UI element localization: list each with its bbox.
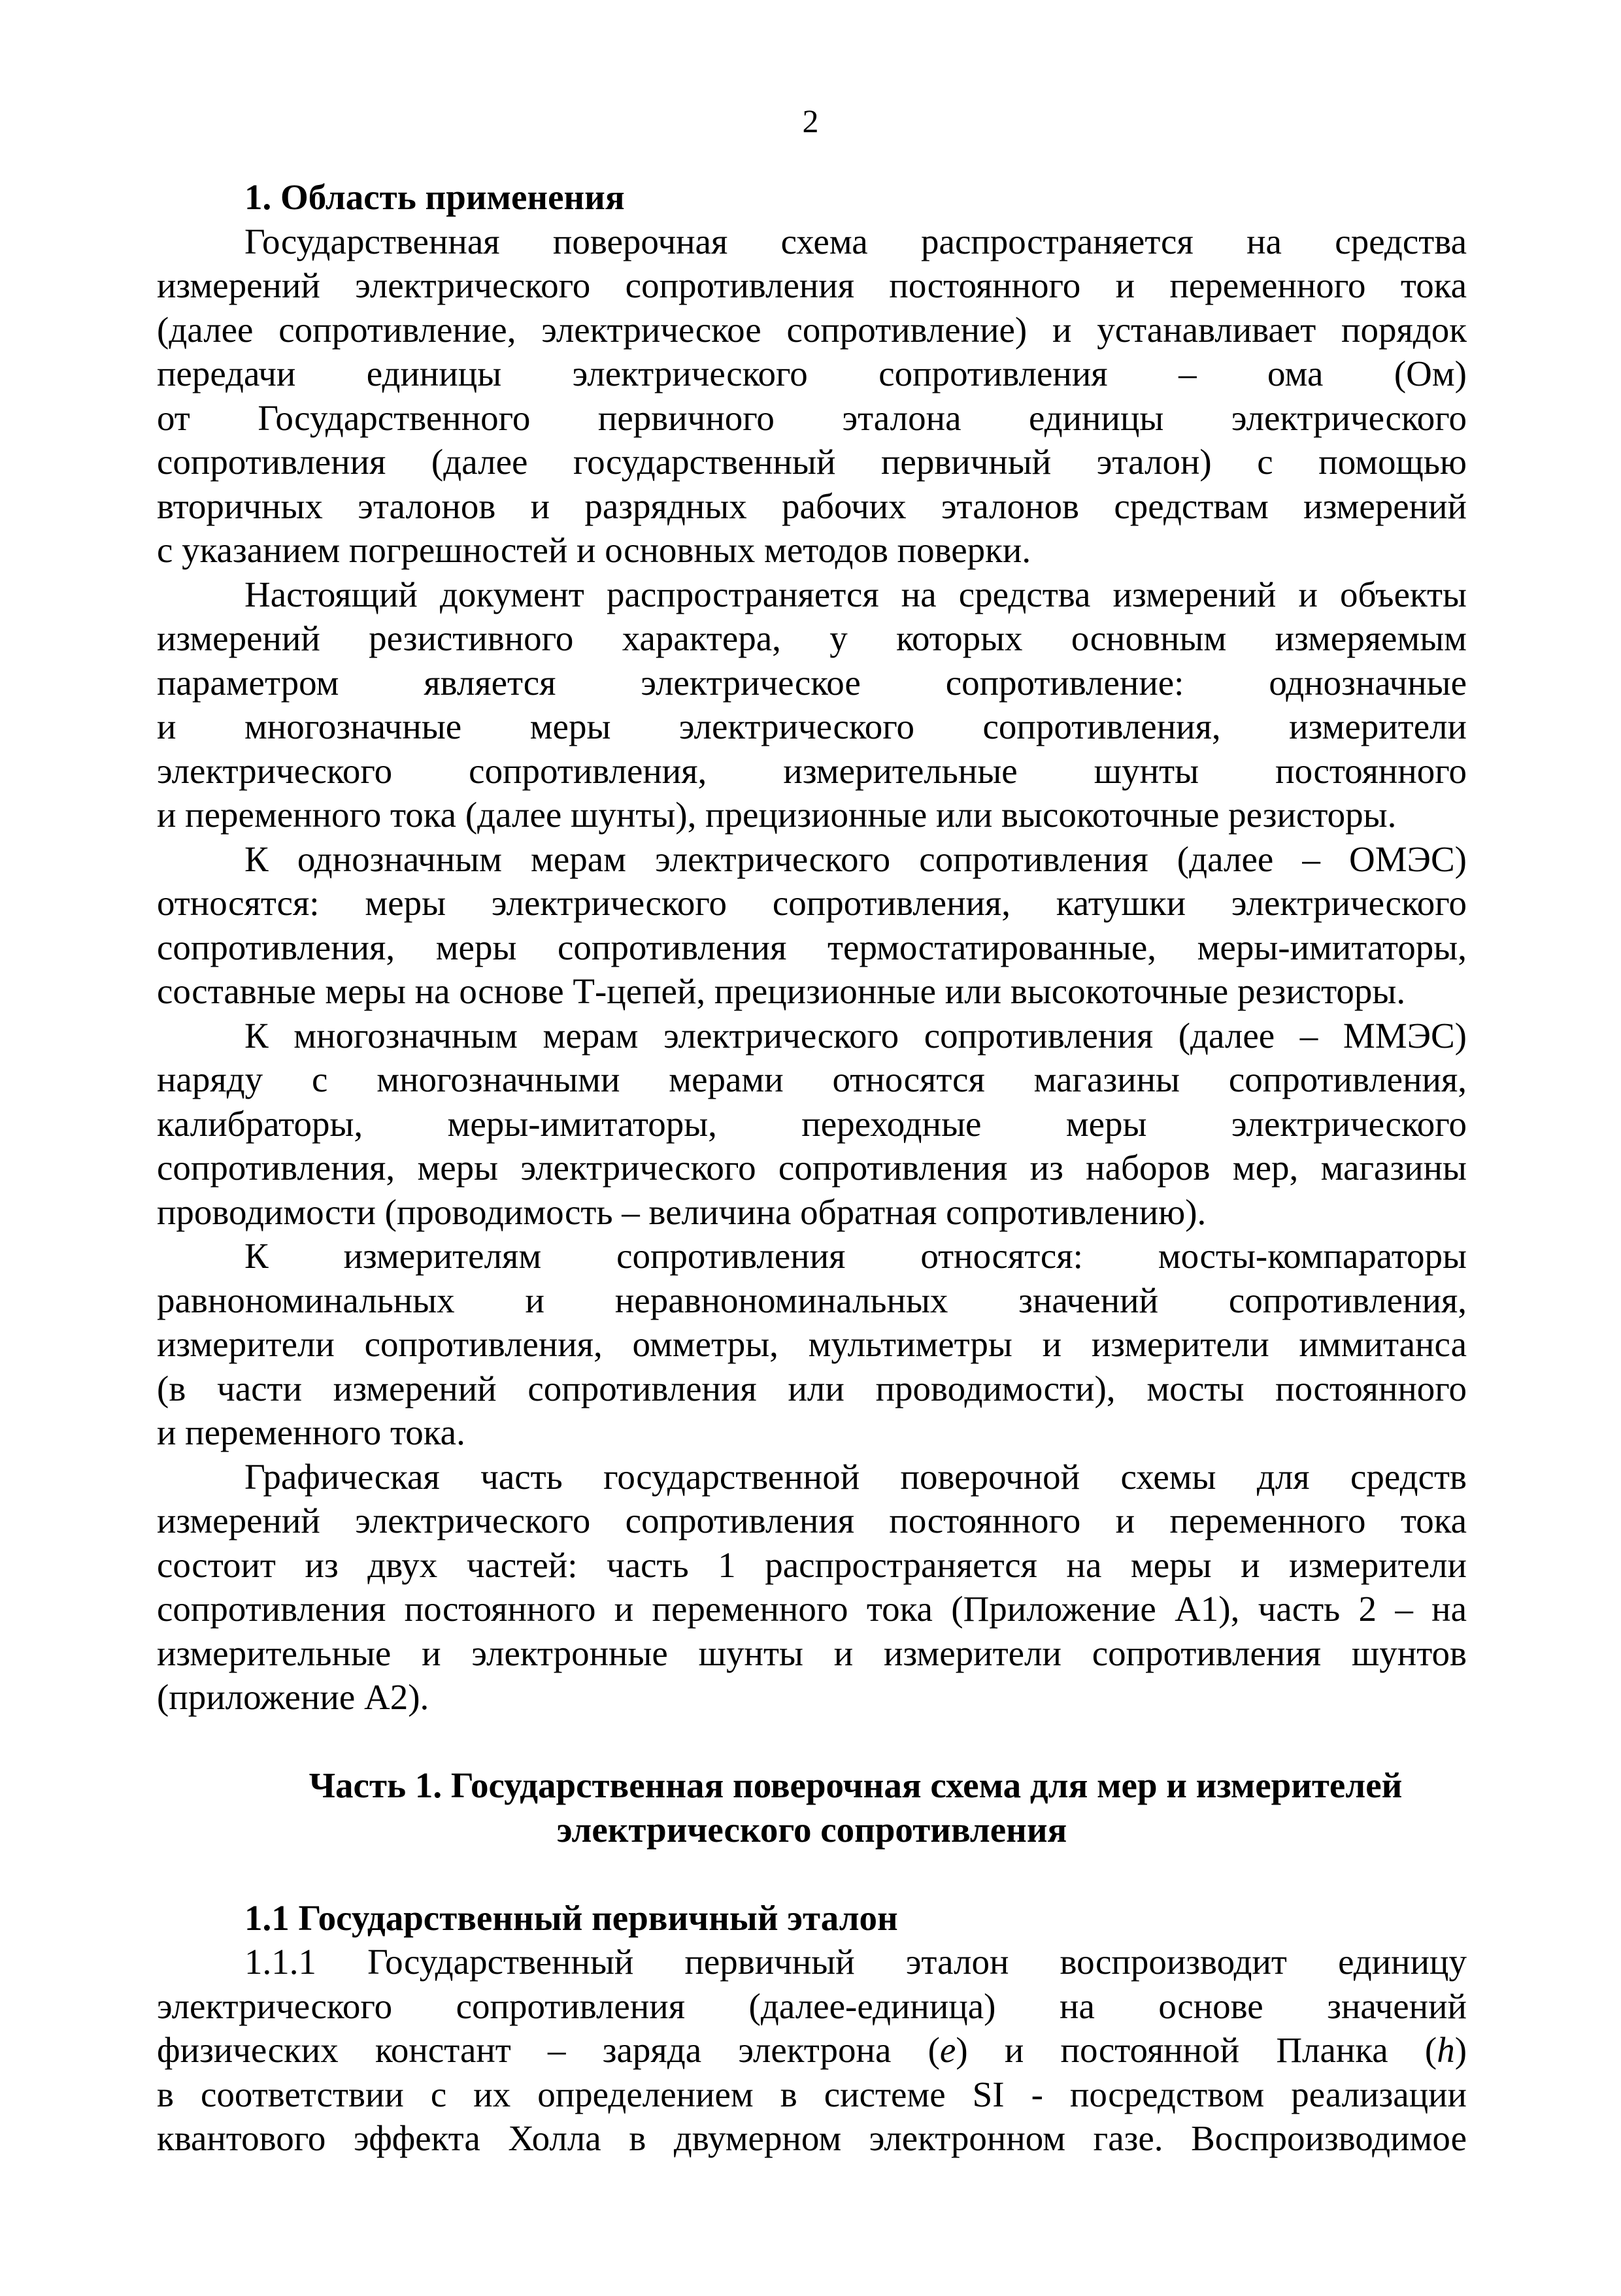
text-line: Настоящий документ распространяется на средства измерений и объекты xyxy=(244,574,1467,614)
paragraph-multi-value-measures xyxy=(157,1014,1467,1235)
text-line-with-constants xyxy=(157,2028,1467,2072)
text-line: (приложение А2). xyxy=(157,1677,429,1717)
text-line: в соответствии с их определением в системе SI - посредством реализации xyxy=(157,2074,1467,2114)
page-number: 2 xyxy=(802,103,819,139)
text-line: наряду с многозначными мерами относятся магазины сопротивления, xyxy=(157,1059,1467,1099)
text-line: калибраторы, меры-имитаторы, переходные меры электрического xyxy=(157,1103,1467,1144)
paragraph-document-scope xyxy=(157,573,1467,837)
text-line: равнономинальных и неравнономинальных значений сопротивления, xyxy=(157,1280,1467,1320)
paragraph-primary-standard xyxy=(157,1940,1467,2161)
text-line: относятся: меры электрического сопротивления, катушки электрического xyxy=(157,883,1467,923)
text-line: и многозначные меры электрического сопротивления, измерители xyxy=(157,707,1467,746)
text-line: Государственная поверочная схема распространяется на средства xyxy=(244,221,1467,261)
text-line: сопротивления постоянного и переменного тока (Приложение А1), часть 2 – на xyxy=(157,1589,1467,1629)
text-line: измерений резистивного характера, у которых основным измеряемым xyxy=(157,618,1467,658)
text-line: К измерителям сопротивления относятся: мосты-компараторы xyxy=(244,1236,1467,1276)
paragraph-single-value-measures xyxy=(157,837,1467,1014)
text-line: электрического сопротивления (далее-единица) на основе значений xyxy=(157,1986,1467,2026)
text-line: К многозначным мерам электрического сопротивления (далее – ММЭС) xyxy=(244,1015,1467,1056)
text-line: измерений электрического сопротивления постоянного и переменного тока xyxy=(157,1501,1467,1540)
paragraph-scope-intro xyxy=(157,220,1467,573)
text-line: сопротивления, меры сопротивления термостатированные, меры-имитаторы, xyxy=(157,927,1467,967)
paragraph-resistance-meters xyxy=(157,1234,1467,1455)
text-line: проводимости (проводимость – величина обратная сопротивлению). xyxy=(157,1191,1207,1232)
paragraph-graphic-part xyxy=(157,1455,1467,1720)
part-heading-line-1: Часть 1. Государственная поверочная схема для мер и измерителей xyxy=(309,1765,1403,1805)
text-line: от Государственного первичного эталона единицы электрического xyxy=(157,397,1467,438)
text-line: квантового эффекта Холла в двумерном электронном газе. Воспроизводимое xyxy=(157,2118,1467,2158)
part-heading xyxy=(157,1763,1467,1852)
text-line: электрического сопротивления, измерительные шунты постоянного xyxy=(157,750,1467,791)
text-line: 1.1.1 Государственный первичный эталон воспроизводит единицу xyxy=(244,1942,1467,1982)
document-body xyxy=(157,175,1467,2161)
section-heading-primary-standard: 1.1 Государственный первичный эталон xyxy=(244,1897,898,1938)
text-line: и переменного тока (далее шунты), прецизионные или высокоточные резисторы. xyxy=(157,795,1397,835)
text-line: К однозначным мерам электрического сопротивления (далее – ОМЭС) xyxy=(244,839,1467,879)
text-line: измерений электрического сопротивления постоянного и переменного тока xyxy=(157,265,1467,305)
text-line: и переменного тока. xyxy=(157,1412,465,1452)
text-line: измерители сопротивления, омметры, мультиметры и измерители иммитанса xyxy=(157,1324,1467,1364)
text-line: Графическая часть государственной поверочной схемы для средств xyxy=(244,1456,1467,1497)
text-line: параметром является электрическое сопротивление: однозначные xyxy=(157,662,1467,703)
text-fragment: ) и постоянной Планка ( xyxy=(956,2030,1437,2070)
text-fragment: ) xyxy=(1454,2030,1467,2070)
text-line: с указанием погрешностей и основных методов поверки. xyxy=(157,530,1031,570)
text-line: вторичных эталонов и разрядных рабочих эталонов средствам измерений xyxy=(157,486,1467,526)
electron-charge-symbol: e xyxy=(939,2030,956,2070)
text-line: сопротивления, меры электрического сопротивления из наборов мер, магазины xyxy=(157,1148,1467,1188)
section-heading-scope: 1. Область применения xyxy=(244,177,625,217)
text-line: (далее сопротивление, электрическое сопротивление) и устанавливает порядок xyxy=(157,309,1467,350)
text-line: передачи единицы электрического сопротивления – ома (Ом) xyxy=(157,354,1467,393)
text-line: составные меры на основе Т-цепей, прецизионные или высокоточные резисторы. xyxy=(157,971,1406,1011)
text-line: сопротивления (далее государственный первичный эталон) с помощью xyxy=(157,442,1467,482)
part-heading-line-2: электрического сопротивления xyxy=(556,1809,1067,1850)
text-fragment: физических констант – заряда электрона ( xyxy=(157,2030,940,2070)
text-line: измерительные и электронные шунты и измерители сопротивления шунтов xyxy=(157,1633,1467,1673)
text-line: (в части измерений сопротивления или проводимости), мосты постоянного xyxy=(157,1368,1467,1408)
text-line: состоит из двух частей: часть 1 распространяется на меры и измерители xyxy=(157,1544,1467,1585)
planck-constant-symbol: h xyxy=(1437,2030,1455,2070)
